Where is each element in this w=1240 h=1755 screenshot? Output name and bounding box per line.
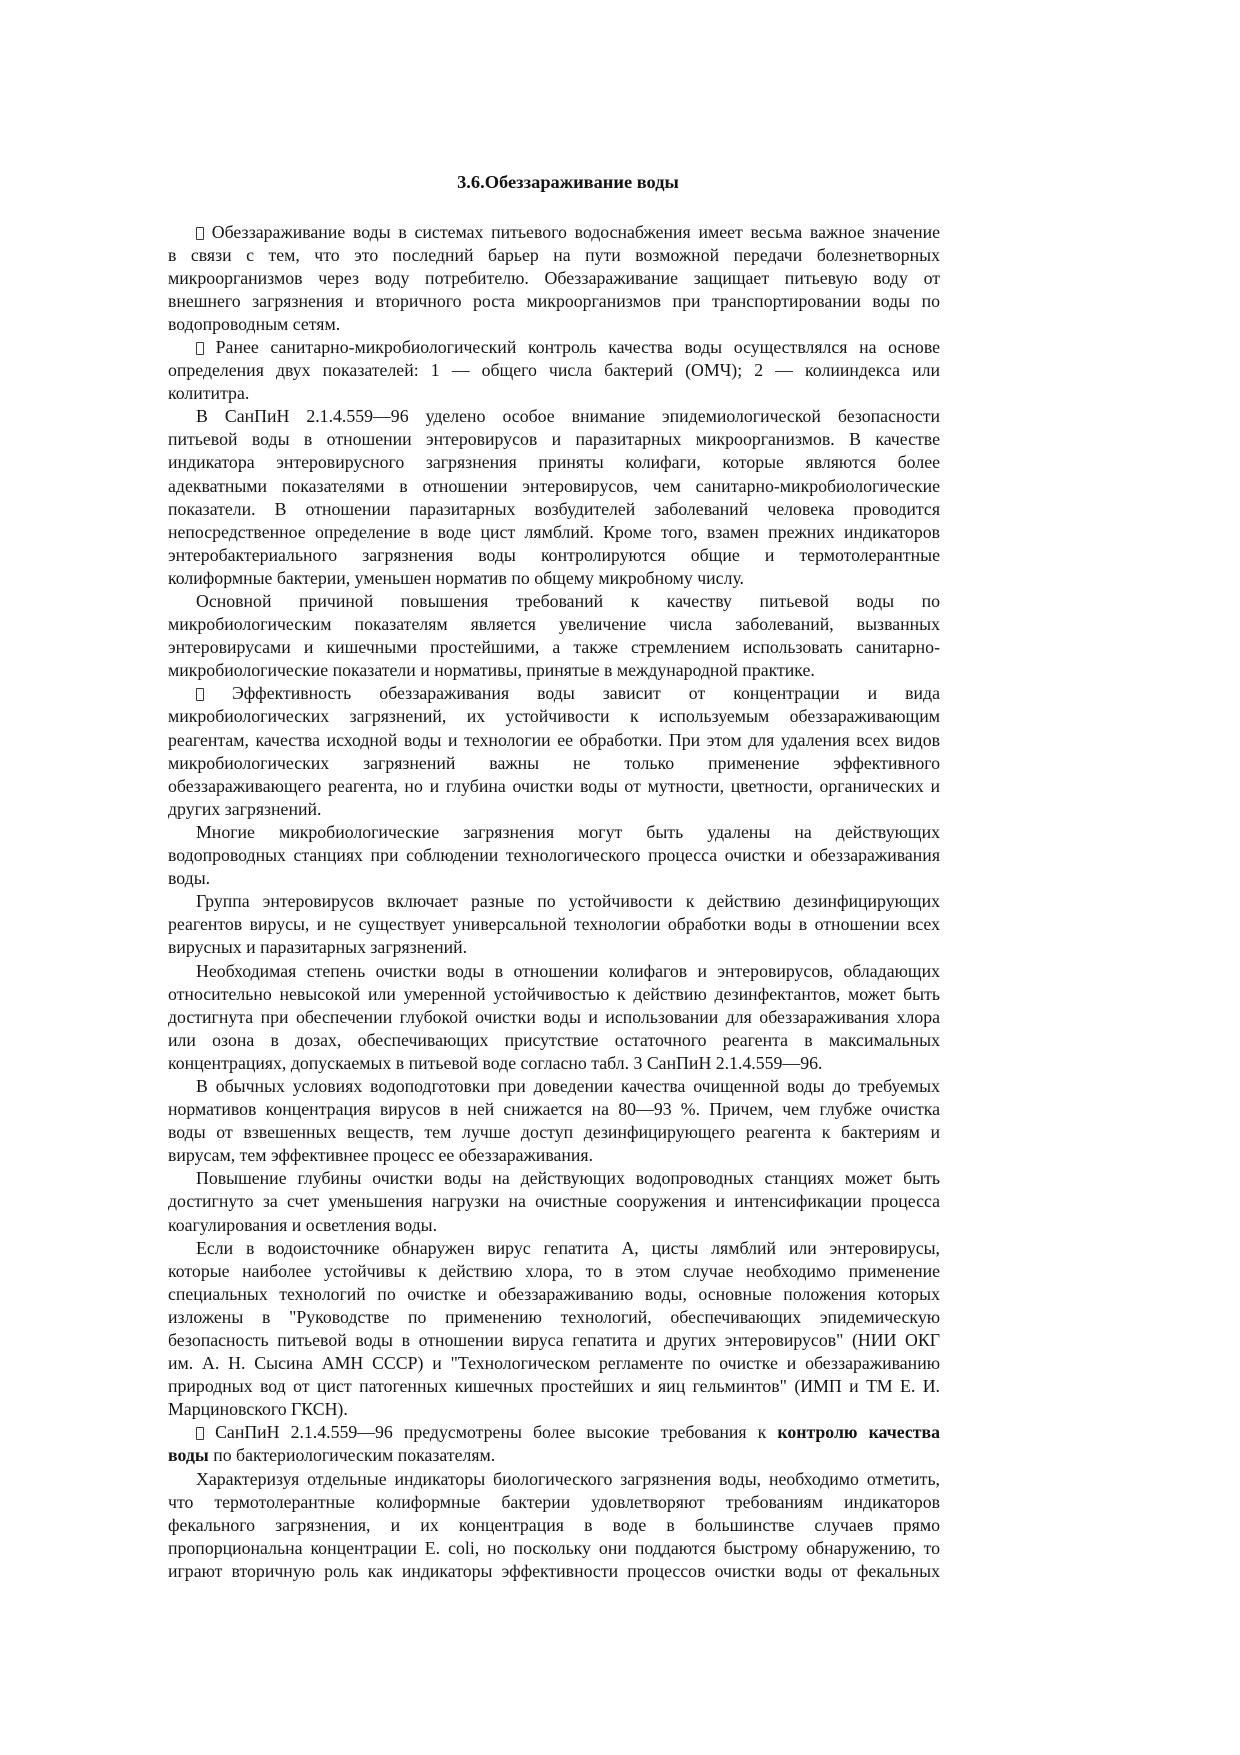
missing-glyph-icon (196, 227, 204, 240)
line-text: вирусам, тем эффективнее процесс ее обеззараживания. (168, 1145, 594, 1166)
text-line (168, 659, 940, 682)
text-line (168, 359, 940, 382)
text-line (168, 1329, 940, 1352)
line-text: в связи с тем, что это последний барьер на пути возможной передачи болезнетворных (168, 244, 940, 265)
line-text: им. А. Н. Сысина АМН СССР) и "Технологическом регламенте по очистке и обеззараживанию (168, 1353, 940, 1374)
line-text: достигнуто за счет уменьшения нагрузки на очистные сооружения и интенсификации процесса (168, 1191, 940, 1212)
paragraph (168, 1167, 940, 1236)
line-text: других загрязнений. (168, 798, 322, 819)
text-line (168, 1491, 940, 1514)
text-line (168, 936, 940, 959)
paragraph (168, 405, 940, 590)
line-text: микробиологические показатели и нормативы, принятые в международной практике. (168, 660, 815, 681)
text-line (168, 983, 940, 1006)
line-text: Марциновского ГКСН). (168, 1399, 348, 1420)
text-line (168, 682, 940, 705)
line-text: Группа энтеровирусов включает разные по устойчивости к действию дезинфицирующих (196, 891, 940, 912)
paragraph (168, 1421, 940, 1467)
line-text: относительно невысокой или умеренной устойчивостью к действию дезинфектантов, может быть (168, 983, 940, 1004)
line-text: реагентам, качества исходной воды и технологии ее обработки. При этом для удаления всех видов (168, 729, 940, 750)
text-line (168, 1214, 940, 1237)
line-text: энтеровирусами и кишечными простейшими, а также стремлением использовать санитарно- (168, 637, 940, 658)
line-text: обеззараживающего реагента, но и глубина очистки воды от мутности, цветности, органических и (168, 775, 940, 796)
text-line (168, 1468, 940, 1491)
missing-glyph-icon (196, 342, 204, 355)
text-line (168, 267, 940, 290)
text-line (168, 821, 940, 844)
line-text: водопроводным сетям. (168, 313, 341, 334)
line-text: фекального загрязнения, и их концентрация в воде в большинстве случаев прямо (168, 1514, 940, 1535)
paragraph (168, 221, 940, 336)
line-text: Обеззараживание воды в системах питьевого водоснабжения имеет весьма важное значение (211, 221, 940, 242)
paragraph (168, 590, 940, 682)
text-line (168, 451, 940, 474)
line-text: Ранее санитарно-микробиологический контроль качества воды осуществлялся на основе (215, 336, 941, 357)
bold-text-run: воды (168, 1445, 209, 1466)
line-text: нормативов концентрация вирусов в ней снижается на 80—93 %. Причем, чем глубже очистка (168, 1099, 940, 1120)
line-text: изложены в "Руководстве по применению технологий, обеспечивающих эпидемическую (168, 1306, 940, 1327)
text-line (168, 221, 940, 244)
text-line (168, 1144, 940, 1167)
text-line (168, 636, 940, 659)
text-line (168, 498, 940, 521)
line-text: или озона в дозах, обеспечивающих присутствие остаточного реагента в максимальных (168, 1029, 940, 1050)
line-text: В обычных условиях водоподготовки при доведении качества очищенной воды до требуемых (196, 1075, 940, 1096)
line-text: Основной причиной повышения требований к качеству питьевой воды по (196, 591, 940, 611)
line-text: природных вод от цист патогенных кишечных простейших и яиц гельминтов" (ИМП и ТМ Е. И. (168, 1376, 940, 1397)
text-line (168, 336, 940, 359)
paragraph (168, 1075, 940, 1167)
line-text: воды. (168, 868, 211, 889)
line-text: определения двух показателей: 1 — общего числа бактерий (ОМЧ); 2 — колииндекса или (168, 360, 940, 381)
line-text: Необходимая степень очистки воды в отношении колифагов и энтеровирусов, обладающих (196, 960, 940, 981)
paragraph (168, 1468, 940, 1583)
text-run: СанПиН 2.1.4.559—96 предусмотрены более высокие требования к (215, 1422, 778, 1443)
text-line (168, 313, 940, 336)
paragraph (168, 960, 940, 1075)
text-line (168, 960, 940, 983)
line-text: Если в водоисточнике обнаружен вирус гепатита А, цисты лямблий или энтеровирусы, (196, 1237, 940, 1258)
line-text: микробиологических загрязнений, их устойчивости к используемым обеззараживающим (168, 706, 940, 727)
line-text: специальных технологий по очистке и обеззараживанию воды, основные положения которых (168, 1283, 940, 1304)
text-line (168, 1306, 940, 1329)
section-title: 3.6.Обеззараживание воды (457, 172, 679, 192)
text-line (168, 567, 940, 590)
line-text: внешнего загрязнения и вторичного роста микроорганизмов при транспортировании воды по (168, 290, 940, 311)
text-line (168, 1237, 940, 1260)
text-line (168, 1283, 940, 1306)
text-line (168, 913, 940, 936)
paragraph (168, 336, 940, 405)
text-line (168, 613, 940, 636)
text-line (168, 1560, 940, 1583)
text-line (168, 1537, 940, 1560)
text-run: по бактериологическим показателям. (208, 1445, 496, 1466)
line-text: адекватными показателями в отношении энтеровирусов, чем санитарно-микробиологические (168, 475, 940, 496)
paragraph (168, 821, 940, 890)
line-text: что термотолерантные колиформные бактерии удовлетворяют требованиям индикаторов (168, 1491, 940, 1512)
text-line (168, 1421, 940, 1444)
text-line (168, 1052, 940, 1075)
text-line (168, 290, 940, 313)
text-line (168, 1029, 940, 1052)
text-line (168, 867, 940, 890)
text-line (168, 590, 940, 613)
text-line (168, 890, 940, 913)
line-text: коагулирования и осветления воды. (168, 1214, 438, 1235)
line-text: энтеробактериального загрязнения воды контролируются общие и термотолерантные (168, 544, 940, 565)
text-line (168, 475, 940, 498)
line-text: безопасность питьевой воды в отношении вируса гепатита и других энтеровирусов" (НИИ ОКГ (168, 1330, 940, 1350)
line-text: колититра. (168, 383, 250, 404)
text-line (168, 405, 940, 428)
bold-text-run: контролю качества (777, 1422, 940, 1443)
document-body (168, 171, 940, 1583)
line-text: колиформные бактерии, уменьшен норматив по общему микробному числу. (168, 567, 745, 588)
line-text: воды от взвешенных веществ, тем лучше доступ дезинфицирующего реагента к бактериям и (168, 1122, 940, 1143)
line-text: Многие микробиологические загрязнения могут быть удалены на действующих (196, 821, 940, 842)
paragraph (168, 1237, 940, 1422)
line-text: микробиологических загрязнений важны не только применение эффективного (168, 752, 940, 773)
line-text: достигнута при обеспечении глубокой очистки воды и использовании для обеззараживания хлора (168, 1006, 940, 1027)
text-line (168, 1398, 940, 1421)
line-text: непосредственное определение в воде цист лямблий. Кроме того, взамен прежних индикаторов (168, 521, 940, 542)
line-text: Эффективность обеззараживания воды зависит от концентрации и вида (232, 683, 940, 704)
text-line (168, 752, 940, 775)
text-line (168, 382, 940, 405)
text-line (168, 1190, 940, 1213)
line-text: пропорциональна концентрации E. coli, но поскольку они поддаются быстрому обнаружению, то (168, 1537, 940, 1558)
line-text: Характеризуя отдельные индикаторы биологического загрязнения воды, необходимо отметить, (196, 1468, 940, 1489)
line-text: микроорганизмов через воду потребителю. Обеззараживание защищает питьевую воду от (168, 267, 940, 288)
text-line (168, 775, 940, 798)
line-text: реагентов вирусы, и не существует универсальной технологии обработки воды в отношении всех (168, 914, 940, 935)
text-line (168, 1167, 940, 1190)
line-text: В СанПиН 2.1.4.559—96 уделено особое внимание эпидемиологической безопасности (196, 406, 940, 427)
text-line (168, 1514, 940, 1537)
line-text: индикатора энтеровирусного загрязнения приняты колифаги, которые являются более (168, 452, 940, 473)
text-line (168, 244, 940, 267)
line-text: Повышение глубины очистки воды на действующих водопроводных станциях может быть (196, 1168, 940, 1189)
text-line (168, 1444, 940, 1467)
text-line (168, 521, 940, 544)
text-line (168, 1075, 940, 1098)
line-text: играют вторичную роль как индикаторы эффективности процессов очистки воды от фекальных (168, 1560, 940, 1581)
paragraph (168, 890, 940, 959)
text-line (168, 544, 940, 567)
text-line (168, 1352, 940, 1375)
line-text: микробиологическим показателям является увеличение числа заболеваний, вызванных (168, 614, 940, 635)
line-text: вирусных и паразитарных загрязнений. (168, 937, 468, 958)
text-line (168, 729, 940, 752)
text-line (168, 1375, 940, 1398)
text-line (168, 1260, 940, 1283)
text-line (168, 1006, 940, 1029)
paragraph (168, 682, 940, 821)
missing-glyph-icon (196, 1427, 204, 1440)
line-text: которые наиболее устойчивы к действию хлора, то в этом случае необходимо применение (168, 1260, 940, 1281)
line-text: показатели. В отношении паразитарных возбудителей заболеваний человека проводится (168, 498, 940, 519)
text-line (168, 798, 940, 821)
line-text: питьевой воды в отношении энтеровирусов и паразитарных микроорганизмов. В качестве (168, 429, 940, 450)
text-line (168, 428, 940, 451)
text-line (168, 705, 940, 728)
text-line (168, 1121, 940, 1144)
text-line (168, 844, 940, 867)
missing-glyph-icon (196, 688, 204, 701)
text-line (168, 1098, 940, 1121)
line-text: концентрациях, допускаемых в питьевой воде согласно табл. 3 СанПиН 2.1.4.559—96. (168, 1052, 823, 1073)
line-text: водопроводных станциях при соблюдении технологического процесса очистки и обеззараживания (168, 845, 940, 866)
